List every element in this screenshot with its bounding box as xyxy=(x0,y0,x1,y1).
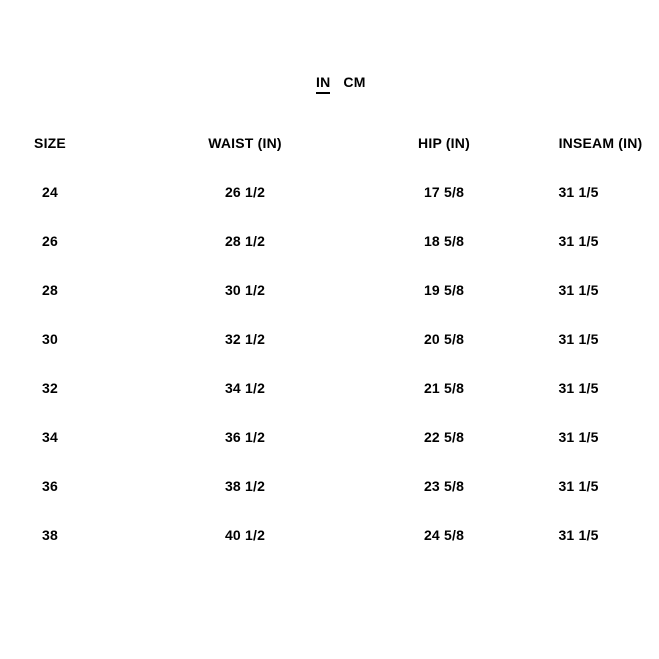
cell-waist: 34 1/2 xyxy=(224,379,266,396)
unit-cm-button[interactable]: CM xyxy=(343,74,366,90)
unit-in-button[interactable]: IN xyxy=(316,74,330,94)
column-header-inseam: INSEAM (IN) xyxy=(558,134,643,151)
size-chart-body xyxy=(0,167,659,559)
cell-waist: 40 1/2 xyxy=(224,526,266,543)
cell-waist: 38 1/2 xyxy=(224,477,266,494)
table-row xyxy=(0,167,659,216)
cell-inseam: 31 1/5 xyxy=(558,428,599,445)
unit-toggle xyxy=(316,74,366,94)
table-row xyxy=(0,314,659,363)
cell-hip: 18 5/8 xyxy=(423,232,465,249)
size-chart-table xyxy=(0,118,659,559)
cell-waist: 30 1/2 xyxy=(224,281,266,298)
cell-size: 34 xyxy=(42,428,58,445)
cell-inseam: 31 1/5 xyxy=(558,526,599,543)
table-row xyxy=(0,265,659,314)
table-row xyxy=(0,461,659,510)
table-row xyxy=(0,216,659,265)
cell-inseam: 31 1/5 xyxy=(558,330,599,347)
column-header-hip: HIP (IN) xyxy=(418,134,470,151)
table-row xyxy=(0,363,659,412)
cell-inseam: 31 1/5 xyxy=(558,477,599,494)
cell-hip: 24 5/8 xyxy=(423,526,465,543)
cell-hip: 19 5/8 xyxy=(423,281,465,298)
cell-hip: 23 5/8 xyxy=(423,477,465,494)
cell-size: 32 xyxy=(42,379,58,396)
cell-size: 30 xyxy=(42,330,58,347)
size-chart-header-row xyxy=(0,118,659,167)
cell-size: 28 xyxy=(42,281,58,298)
cell-size: 38 xyxy=(42,526,58,543)
cell-inseam: 31 1/5 xyxy=(558,379,599,396)
cell-size: 26 xyxy=(42,232,58,249)
cell-inseam: 31 1/5 xyxy=(558,183,599,200)
table-row xyxy=(0,510,659,559)
column-header-size: SIZE xyxy=(34,134,66,151)
table-row xyxy=(0,412,659,461)
cell-inseam: 31 1/5 xyxy=(558,232,599,249)
cell-inseam: 31 1/5 xyxy=(558,281,599,298)
cell-hip: 20 5/8 xyxy=(423,330,465,347)
cell-waist: 32 1/2 xyxy=(224,330,266,347)
cell-size: 36 xyxy=(42,477,58,494)
cell-hip: 21 5/8 xyxy=(423,379,465,396)
cell-size: 24 xyxy=(42,183,58,200)
cell-waist: 26 1/2 xyxy=(224,183,266,200)
cell-hip: 17 5/8 xyxy=(423,183,465,200)
cell-hip: 22 5/8 xyxy=(423,428,465,445)
column-header-waist: WAIST (IN) xyxy=(208,134,282,151)
cell-waist: 28 1/2 xyxy=(224,232,266,249)
cell-waist: 36 1/2 xyxy=(224,428,266,445)
